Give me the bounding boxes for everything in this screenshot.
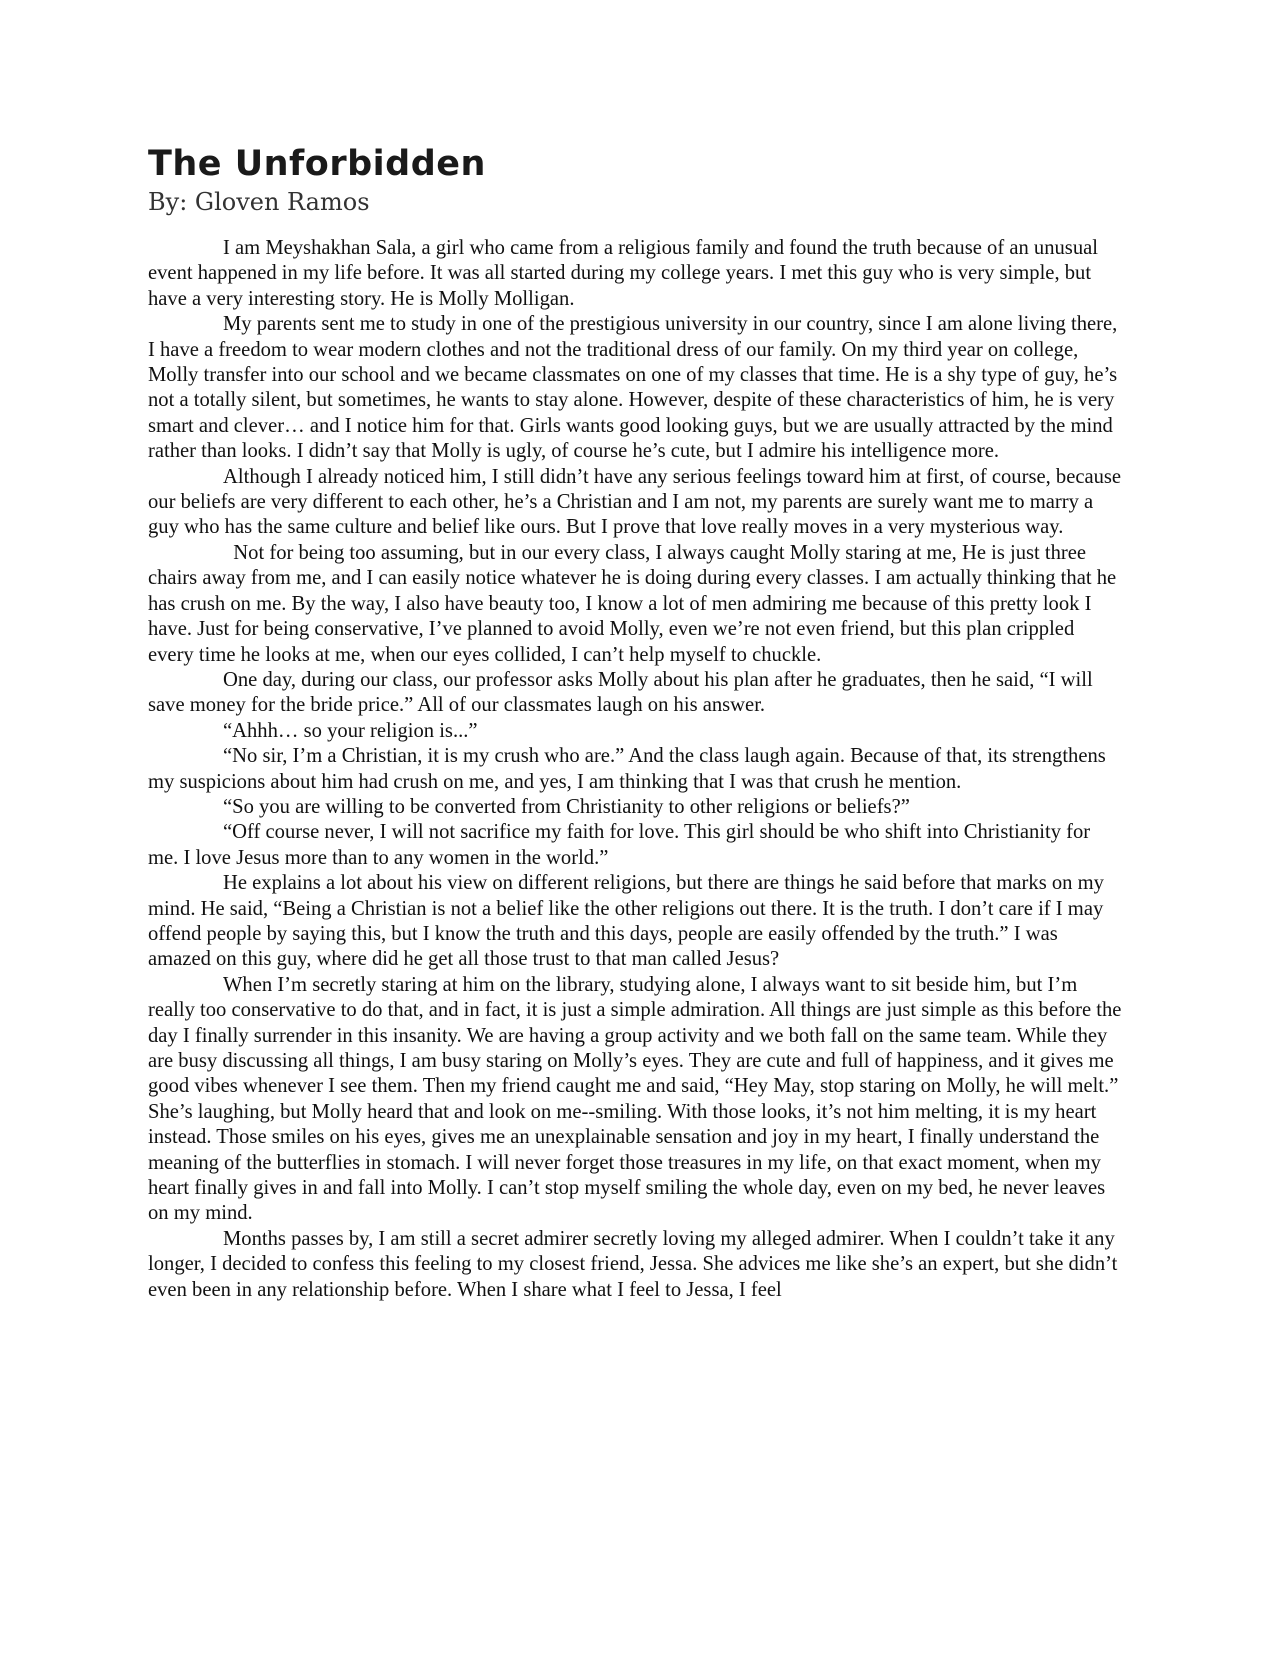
paragraph: He explains a lot about his view on different religions, but there are things he said before that marks on my mind. He said, “Being a Christian is not a belief like the other religions out there. It is the truth. I don’t care if I may offend people by saying this, but I know the truth and this days, people are easily offended by the truth.” I was amazed on this guy, where did he get all those trust to that man called Jesus? <box>148 872 1104 971</box>
paragraph: Although I already noticed him, I still didn’t have any serious feelings toward him at first, of course, because our beliefs are very different to each other, he’s a Christian and I am not, my parents are surely want me to marry a guy who has the same culture and belief like ours. But I prove that love really moves in a very mysterious way. <box>148 465 1122 539</box>
paragraph: “So you are willing to be converted from Christianity to other religions or beliefs?” <box>223 795 910 818</box>
paragraph: “Ahhh… so your religion is...” <box>223 719 478 742</box>
paragraph: “Off course never, I will not sacrifice my faith for love. This girl should be who shift into Christianity for me. I love Jesus more than to any women in the world.” <box>148 821 1091 869</box>
paragraph: When I’m secretly staring at him on the library, studying alone, I always want to sit beside him, but I’m really too conservative to do that, and in fact, it is just a simple admiration. All things are just simple as this before the day I finally surrender in this insanity. We are having a group activity and we both fall on the same team. While they are busy discussing all things, I am busy staring on Molly’s eyes. They are cute and full of happiness, and it gives me good vibes whenever I see them. Then my friend caught me and said, “Hey May, stop staring on Molly, he will melt.” She’s laughing, but Molly heard that and look on me--smiling. With those looks, it’s not him melting, it is my heart instead. Those smiles on his eyes, gives me an unexplainable sensation and joy in my heart, I finally understand the meaning of the butterflies in stomach. I will never forget those treasures in my life, on that exact moment, when my heart finally gives in and fall into Molly. I can’t stop myself smiling the whole day, even on my bed, he never leaves on my mind. <box>148 973 1122 1225</box>
document-byline: By: Gloven Ramos <box>148 188 370 216</box>
paragraph: My parents sent me to study in one of the prestigious university in our country, since I am alone living there, I have a freedom to wear modern clothes and not the traditional dress of our family. On my third year on college, Molly transfer into our school and we became classmates on one of my classes that time. He is a shy type of guy, he’s not a totally silent, but sometimes, he wants to stay alone. However, despite of these characteristics of him, he is very smart and clever… and I notice him for that. Girls wants good looking guys, but we are usually attracted by the mind rather than looks. I didn’t say that Molly is ugly, of course he’s cute, but I admire his intelligence more. <box>148 313 1118 463</box>
paragraph: One day, during our class, our professor asks Molly about his plan after he graduates, then he said, “I will save money for the bride price.” All of our classmates laugh on his answer. <box>148 668 1093 717</box>
paragraph: I am Meyshakhan Sala, a girl who came from a religious family and found the truth because of an unusual event happened in my life before. It was all started during my college years. I met this guy who is very simple, but have a very interesting story. He is Molly Molligan. <box>148 237 1098 310</box>
document-content <box>148 142 1123 1303</box>
paragraph: Not for being too assuming, but in our every class, I always caught Molly staring at me, He is just three chairs away from me, and I can easily notice whatever he is doing during every classes. I am actually thinking that he has crush on me. By the way, I also have beauty too, I know a lot of men admiring me because of this pretty look I have. Just for being conservative, I’ve planned to avoid Molly, even we’re not even friend, but this plan crippled every time he looks at me, when our eyes collided, I can’t help myself to chuckle. <box>148 541 1122 666</box>
paragraph: “No sir, I’m a Christian, it is my crush who are.” And the class laugh again. Because of that, its strengthens my suspicions about him had crush on me, and yes, I am thinking that I was that crush he mention. <box>148 745 1106 793</box>
document-title: The Unforbidden <box>148 144 486 184</box>
paragraph: Months passes by, I am still a secret admirer secretly loving my alleged admirer. When I couldn’t take it any longer, I decided to confess this feeling to my closest friend, Jessa. She advices me like she’s an expert, but she didn’t even been in any relationship before. When I share what I feel to Jessa, I feel <box>148 1227 1118 1301</box>
document-body <box>148 236 1123 1303</box>
